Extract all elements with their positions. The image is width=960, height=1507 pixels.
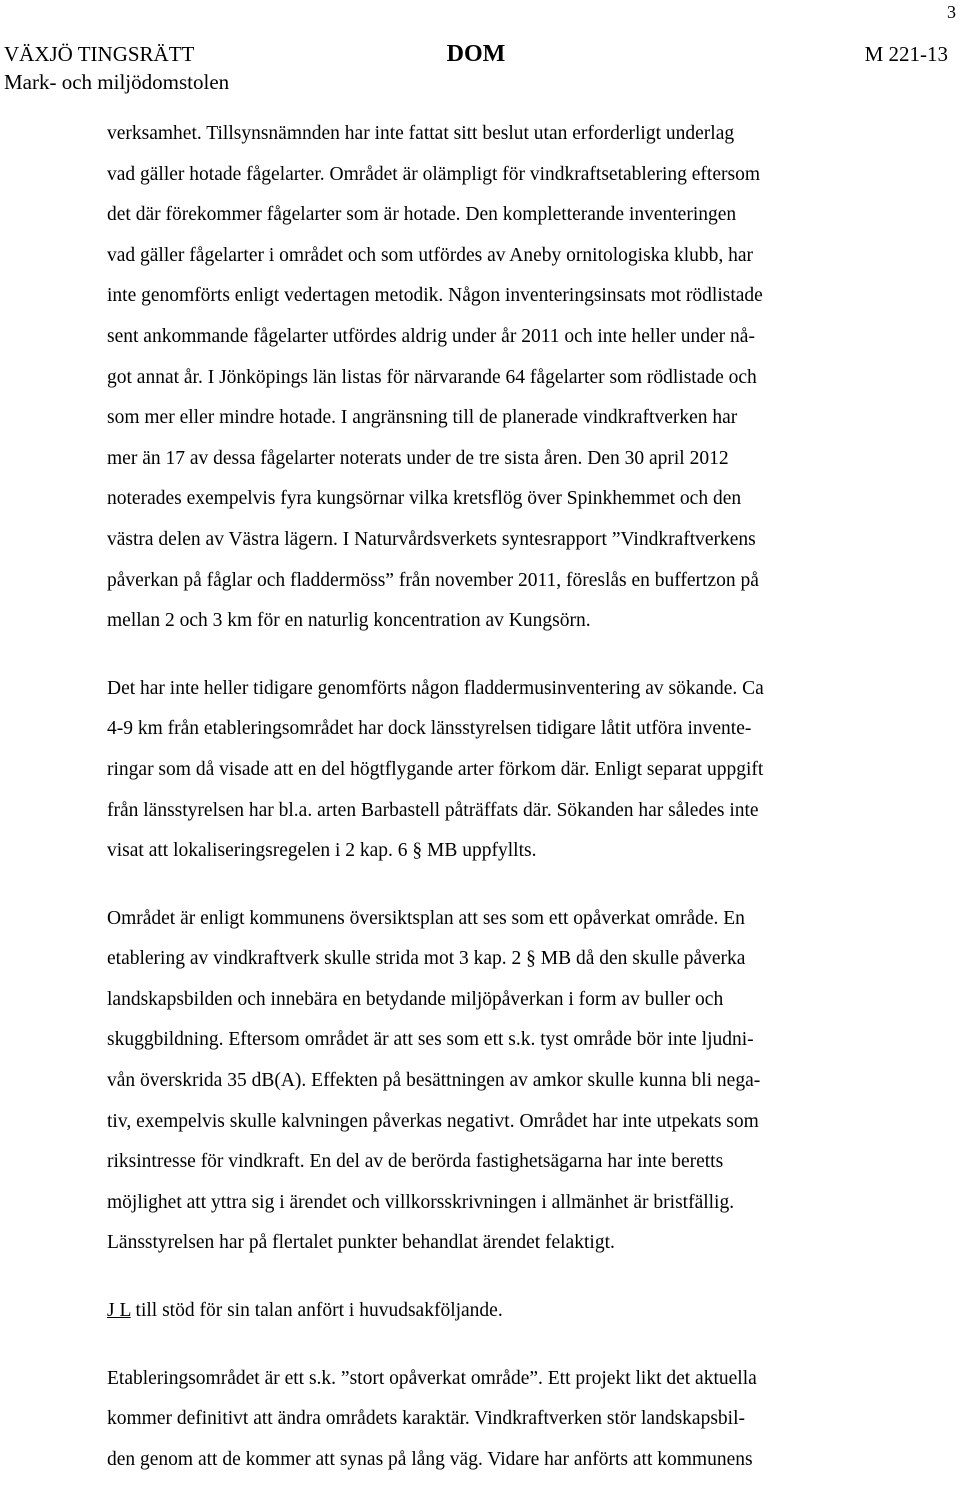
paragraph: [107, 1359, 889, 1481]
text-line: verksamhet. Tillsynsnämnden har inte fattat sitt beslut utan erforderligt underlag: [107, 123, 735, 144]
text-line: skuggbildning. Eftersom området är att ses som ett s.k. tyst område bör inte ljudni-: [107, 1029, 754, 1051]
text-line: noterades exempelvis fyra kungsörnar vilka kretsflög över Spinkhemmet och den: [107, 488, 742, 510]
document-body: [107, 114, 889, 1507]
text-line: vad gäller hotade fågelarter. Området är olämpligt för vindkraftsetablering eftersom: [107, 163, 760, 185]
text-line: riksintresse för vindkraft. En del av de berörda fastighetsägarna har inte beretts: [107, 1151, 724, 1173]
text-line: etablering av vindkraftverk skulle strida mot 3 kap. 2 § MB då den skulle påverka: [107, 948, 746, 970]
text-line: möjlighet att yttra sig i ärendet och villkorsskrivningen i allmänhet är bristfällig.: [107, 1191, 735, 1213]
text-line: tiv, exempelvis skulle kalvningen påverkas negativt. Området har inte utpekats som: [107, 1110, 759, 1132]
party-name: J L: [107, 1300, 131, 1322]
text-line: mer än 17 av dessa fågelarter noterats under de tre sista åren. Den 30 april 2012: [107, 447, 729, 469]
text-line: Etableringsområdet är ett s.k. ”stort opåverkat område”. Ett projekt likt det aktuella: [107, 1367, 757, 1389]
text-line: den genom att de kommer att synas på lång väg. Vidare har anförts att kommunens: [107, 1448, 753, 1470]
text-line: 4-9 km från etableringsområdet har dock länsstyrelsen tidigare låtit utföra invente-: [107, 718, 752, 740]
paragraph: [107, 899, 889, 1264]
text-line: Området är enligt kommunens översiktsplan att ses som ett opåverkat område. En: [107, 907, 745, 929]
text-line: mellan 2 och 3 km för en naturlig koncentration av Kungsörn.: [107, 610, 591, 632]
document-type: DOM: [446, 41, 506, 67]
text-line: sent ankommande fågelarter utfördes aldrig under år 2011 och inte heller under nå-: [107, 325, 755, 347]
text-line: kommer definitivt att ändra områdets karaktär. Vindkraftverken stör landskapsbil-: [107, 1408, 745, 1430]
party-paragraph: [107, 1291, 889, 1332]
text-line: inte genomförts enligt vedertagen metodik. Någon inventeringsinsats mot rödlistade: [107, 285, 763, 307]
text-line: visat att lokaliseringsregelen i 2 kap. 6 § MB uppfyllts.: [107, 840, 537, 862]
page-number: 3: [947, 2, 956, 22]
text-line: vån överskrida 35 dB(A). Effekten på besättningen av amkor skulle kunna bli nega-: [107, 1070, 761, 1092]
case-number: M 221-13: [864, 42, 948, 66]
text-line: vad gäller fågelarter i området och som utfördes av Aneby ornitologiska klubb, har: [107, 244, 754, 266]
text-line: ringar som då visade att en del högtflygande arter förkom där. Enligt separat uppgift: [107, 758, 764, 780]
court-name: VÄXJÖ TINGSRÄTT: [4, 42, 195, 66]
text-line: som mer eller mindre hotade. I angränsning till de planerade vindkraftverken har: [107, 407, 738, 429]
text-line: västra delen av Västra lägern. I Naturvårdsverkets syntesrapport ”Vindkraftverkens: [107, 528, 756, 550]
court-division: Mark- och miljödomstolen: [4, 70, 230, 94]
text-line: från länsstyrelsen har bl.a. arten Barbastell påträffats där. Sökanden har således inte: [107, 799, 759, 821]
text-line: landskapsbilden och innebära en betydande miljöpåverkan i form av buller och: [107, 988, 724, 1010]
paragraph: [107, 669, 889, 872]
paragraph: [107, 114, 889, 642]
text-line: got annat år. I Jönköpings län listas för närvarande 64 fågelarter som rödlistade och: [107, 366, 757, 388]
text-line: Det har inte heller tidigare genomförts någon fladdermusinventering av sökande. Ca: [107, 677, 764, 699]
text-line: till stöd för sin talan anfört i huvudsakföljande.: [130, 1300, 503, 1322]
text-line: Länsstyrelsen har på flertalet punkter behandlat ärendet felaktigt.: [107, 1232, 615, 1254]
document-header: [4, 40, 948, 96]
text-line: påverkan på fåglar och fladdermöss” från november 2011, föreslås en buffertzon på: [107, 569, 759, 591]
text-line: det där förekommer fågelarter som är hotade. Den kompletterande inventeringen: [107, 204, 737, 226]
